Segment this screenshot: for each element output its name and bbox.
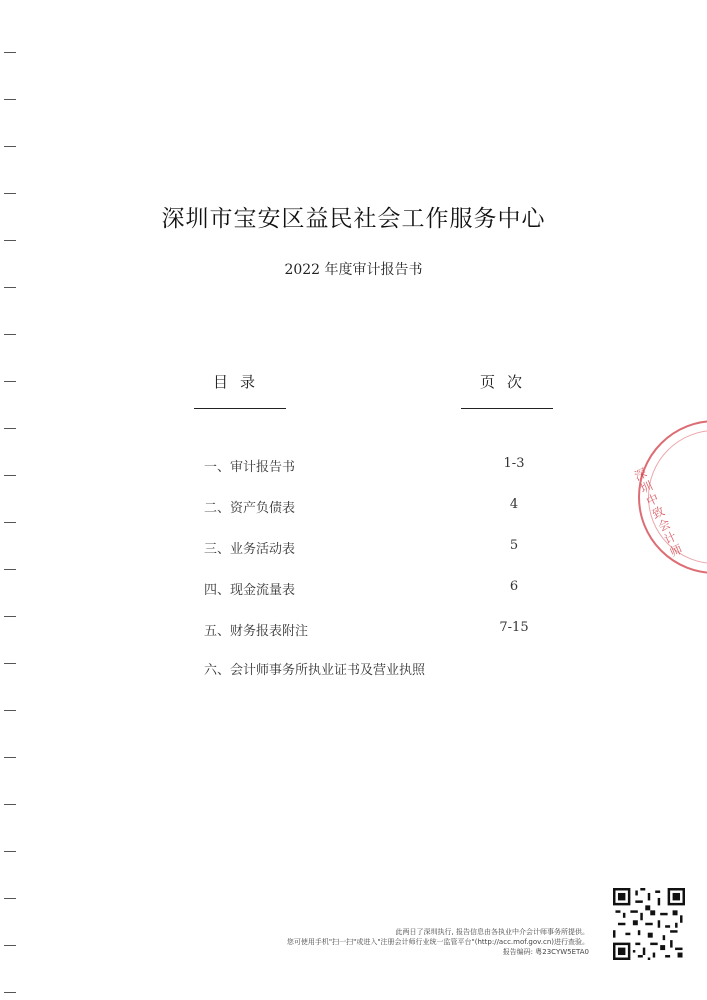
margin-tick bbox=[4, 945, 16, 946]
toc-item-page: 6 bbox=[509, 579, 519, 594]
margin-tick bbox=[4, 569, 16, 570]
toc-row bbox=[204, 497, 534, 517]
margin-tick bbox=[4, 334, 16, 335]
margin-tick bbox=[4, 146, 16, 147]
margin-tick bbox=[4, 240, 16, 241]
toc-item-label: 一、审计报告书 bbox=[204, 460, 296, 475]
toc-row bbox=[204, 456, 534, 476]
toc-header-underline bbox=[194, 408, 286, 409]
toc-row bbox=[204, 579, 534, 599]
margin-tick bbox=[4, 99, 16, 100]
toc-item-label: 五、财务报表附注 bbox=[204, 624, 309, 639]
margin-tick bbox=[4, 428, 16, 429]
toc-item-label: 六、会计师事务所执业证书及营业执照 bbox=[204, 663, 426, 678]
qr-code-icon bbox=[613, 888, 685, 960]
margin-tick bbox=[4, 663, 16, 664]
margin-tick bbox=[4, 992, 16, 993]
toc-row bbox=[204, 620, 534, 640]
toc-item-page: 4 bbox=[509, 497, 519, 512]
margin-tick bbox=[4, 851, 16, 852]
binding-margin bbox=[0, 0, 20, 1000]
document-title: 深圳市宝安区益民社会工作服务中心 bbox=[161, 206, 546, 232]
toc-header-underline bbox=[461, 408, 553, 409]
margin-tick bbox=[4, 898, 16, 899]
report-code: 报告编码: 粤23CYW5ETA0 bbox=[502, 948, 589, 956]
toc-row bbox=[204, 538, 534, 558]
toc-item-label: 三、业务活动表 bbox=[204, 542, 296, 557]
margin-tick bbox=[4, 804, 16, 805]
verification-note-line2: 您可使用手机"扫一扫"或进入"注册会计师行业统一监管平台"(http://acc.mof.gov.cn)进行查验。 bbox=[286, 938, 589, 946]
document-subtitle: 2022 年度审计报告书 bbox=[284, 262, 423, 278]
margin-tick bbox=[4, 381, 16, 382]
margin-tick bbox=[4, 193, 16, 194]
margin-tick bbox=[4, 287, 16, 288]
margin-tick bbox=[4, 522, 16, 523]
margin-tick bbox=[4, 616, 16, 617]
toc-header-contents: 目录 bbox=[212, 373, 267, 391]
toc-item-page: 1-3 bbox=[503, 456, 525, 471]
seal-text: 深圳中致会计师 bbox=[632, 465, 685, 560]
toc-item-page: 7-15 bbox=[499, 620, 529, 635]
toc-item-label: 二、资产负债表 bbox=[204, 501, 296, 516]
toc-item-page: 5 bbox=[509, 538, 519, 553]
margin-tick bbox=[4, 757, 16, 758]
margin-tick bbox=[4, 52, 16, 53]
margin-tick bbox=[4, 475, 16, 476]
toc-item-label: 四、现金流量表 bbox=[204, 583, 296, 598]
red-seal-stamp bbox=[632, 420, 707, 574]
margin-tick bbox=[4, 710, 16, 711]
toc-header-page: 页次 bbox=[479, 373, 534, 391]
toc-row bbox=[204, 659, 534, 679]
verification-note-line1: 此两日了深圳执行, 报告信息由各执业中介会计师事务所提供。 bbox=[395, 928, 589, 936]
